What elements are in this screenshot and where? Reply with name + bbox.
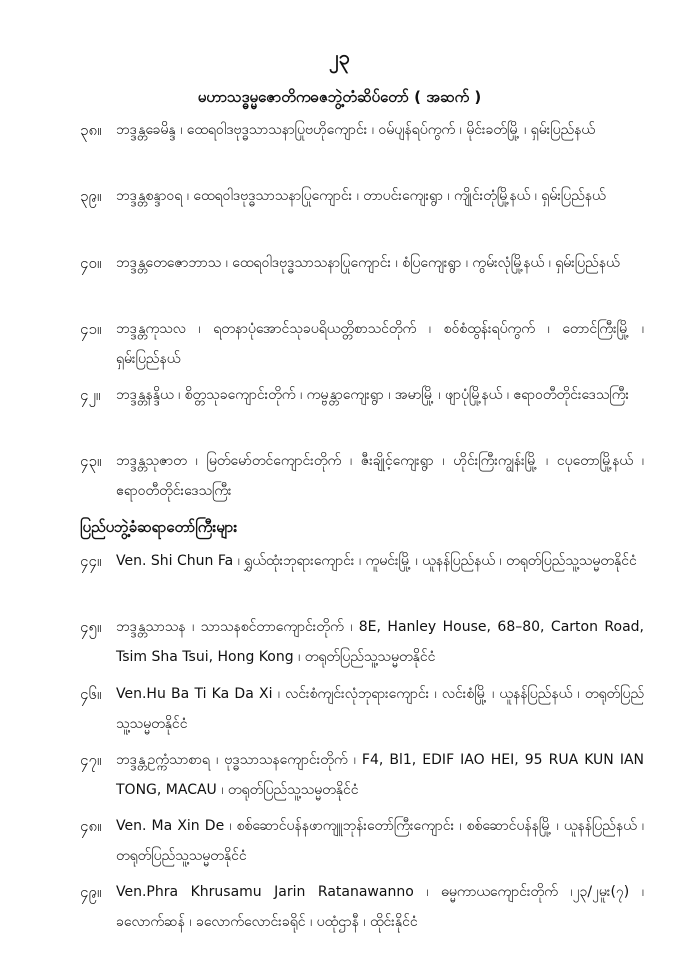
entry-text: Ven. Ma Xin De ၊ စစ်ဆောင်ပန်နဖာကျူဘုန်းတော်ကြီးကျောင်း ၊ စစ်ဆောင်ပန်နမြို့ ၊ ယူနန်ပြည်နယ် ၊ တရုတ်ပြည်သူ့သမ္မတနိုင်ငံ [116, 818, 644, 864]
entry-number: ၄၈။ [80, 817, 102, 835]
entry-number: ၄၁။ [80, 320, 102, 338]
entry-number: ၃၈။ [80, 121, 102, 139]
entry-text: Ven. Shi Chun Fa ၊ ရွှယ်ထုံးဘုရားကျောင်း ၊ ကူမင်းမြို့ ၊ ယူနန်ပြည်နယ် ၊ တရုတ်ပြည်သူ့သမ္မတနိုင်ငံ [116, 553, 637, 569]
entry-number: ၄၅။ [80, 618, 102, 636]
entry-text: ဘဒ္ဒန္တစန္ဒာဝရ ၊ ထေရဝါဒဗုဒ္ဓသာသနာပြုကျောင်း ၊ တာပင်းကျေးရွာ ၊ ကျိုင်းတုံမြို့နယ် ၊ ရှမ်းပြည်နယ် [116, 188, 606, 204]
entry-text: ဘဒ္ဒန္တခေမိန္ဒ ၊ ထေရဝါဒဗုဒ္ဓသာသနာပြုဗဟိုကျောင်း ၊ ဝမ်ပျန်ရပ်ကွက် ၊ မိုင်းခတ်မြို့ ၊ ရှမ်းပြည်နယ် [116, 122, 595, 138]
entry-text: Ven.Phra Khrusamu Jarin Ratanawanno ၊ ဓမ္မကာယကျောင်းတိုက် ၊၂၃/၂မူး(၇) ၊ ခလောက်ဆန် ၊ ခလောက်လောင်းခရိုင် ၊ ပထုံဌာနီ ၊ ထိုင်းနိုင်ငံ [116, 884, 644, 930]
page-number: ၂၃ [328, 45, 351, 69]
entry-text: ဘဒ္ဒန္တသုဇာတ ၊ မြတ်မော်တင်ကျောင်းတိုက် ၊ ဇီးချိုင့်ကျေးရွာ ၊ ဟိုင်းကြီးကျွန်းမြို့ ၊ ငပုတောမြို့နယ် ၊ ဧရာဝတီတိုင်းဒေသကြီး [116, 453, 644, 499]
entry-text: ဘဒ္ဒန္တကုသလ ၊ ရတနာပုံအောင်သုခပရိယတ္တိစာသင်တိုက် ၊ စဝ်စံထွန်းရပ်ကွက် ၊ တောင်ကြီးမြို့ ၊ ရှမ်းပြည်နယ် [116, 321, 644, 367]
entry-text: ဘဒ္ဒန္တဥက္ကံသာစာရ ၊ ဗုဒ္ဓသာသနကျောင်းတိုက် ၊ F4, Bl1, EDIF IAO HEI, 95 RUA KUN IAN TONG, MACAU ၊ တရုတ်ပြည်သူ့သမ္မတနိုင်ငံ [116, 752, 644, 798]
entry-number: ၄၆။ [80, 685, 102, 703]
entry-text: ဘဒ္ဒန္တတေဇောဘာသ ၊ ထေရဝါဒဗုဒ္ဓသာသနာပြုကျောင်း ၊ စံပြကျေးရွာ ၊ ကွမ်းလုံမြို့နယ် ၊ ရှမ်းပြည်နယ် [116, 255, 620, 271]
entry-text: ဘဒ္ဒန္တနန္ဒိယ ၊ စိတ္တသုခကျောင်းတိုက် ၊ ကမ္ဗန္တာကျေးရွာ ၊ အမာမြို့ ၊ ဖျာပုံမြို့နယ် ၊ ဧရာဝတီတိုင်းဒေသကြီး [116, 387, 629, 403]
page-heading: မဟာသဒ္ဓမ္မဇောတိကဓဇဘွဲ့တံဆိပ်တော် ( အဆက် ) [197, 88, 482, 106]
entry-number: ၄၂။ [80, 386, 101, 404]
entry-number: ၄၇။ [80, 751, 102, 769]
entry-text: Ven.Hu Ba Ti Ka Da Xi ၊ လင်းစံကျင်းလုံဘုရားကျောင်း ၊ လင်းစံမြို့ ၊ ယူနန်ပြည်နယ် ၊ တရုတ်ပြည်သူ့သမ္မတနိုင်ငံ [116, 686, 644, 732]
entry-number: ၃၉။ [80, 187, 102, 205]
entry-number: ၄၃။ [80, 452, 102, 470]
section-heading: ပြည်ပဘွဲ့ခံဆရာတော်ကြီးများ [80, 518, 238, 536]
entry-number: ၄၉။ [80, 883, 102, 901]
entry-text: ဘဒ္ဒန္တသာသန ၊ သာသနစင်တာကျောင်းတိုက် ၊ 8E, Hanley House, 68–80, Carton Road, Tsim Sha Tsui, Hong Kong ၊ တရုတ်ပြည်သူ့သမ္မတနိုင်ငံ [116, 619, 644, 665]
entry-number: ၄၄။ [80, 552, 102, 570]
entry-number: ၄၀။ [80, 254, 102, 272]
